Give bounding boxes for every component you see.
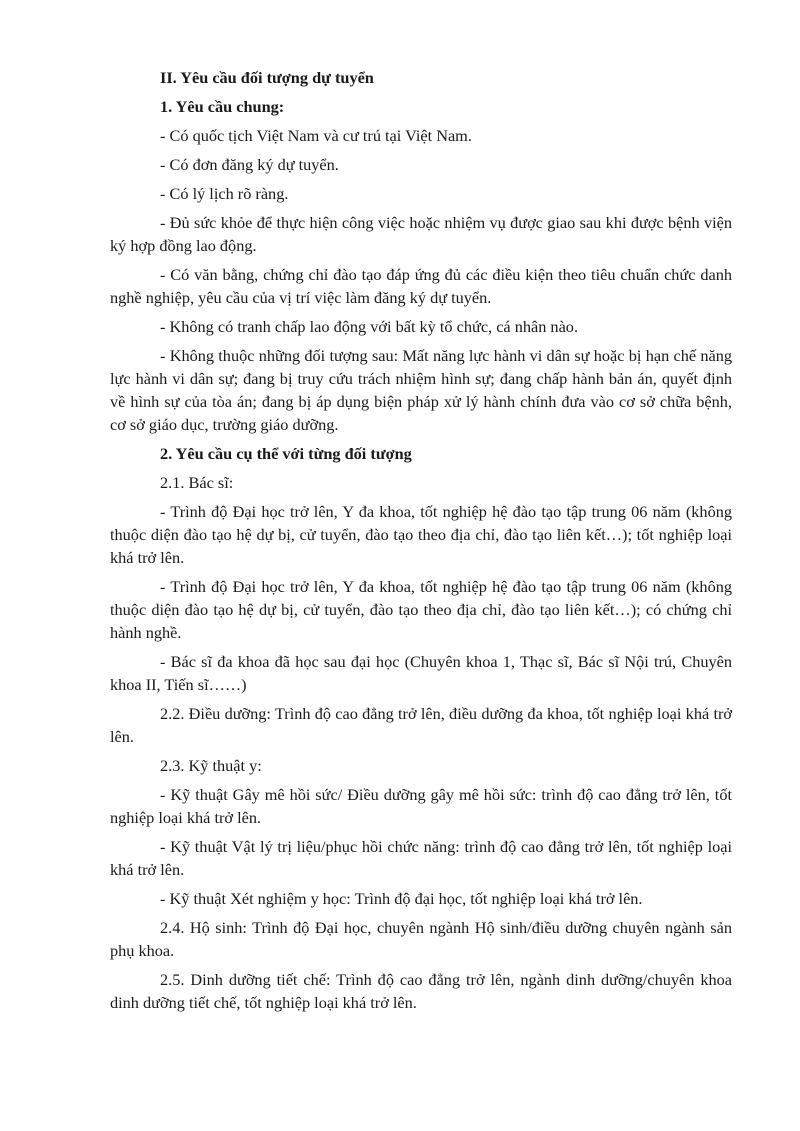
paragraph: - Không thuộc những đối tượng sau: Mất năng lực hành vi dân sự hoặc bị hạn chế năng lực hành vi dân sự; đang bị truy cứu trách nhiệm hình sự; đang chấp hành bản án, quyết định về hình sự của tòa án; đang bị áp dụng biện pháp xử lý hành chính đưa vào cơ sở chữa bệnh, cơ sở giáo dục, trường giáo dưỡng. [110,346,732,434]
paragraph: 2.2. Điều dưỡng: Trình độ cao đẳng trở lên, điều dưỡng đa khoa, tốt nghiệp loại khá trở lên. [110,704,732,746]
subsection-heading: 2. Yêu cầu cụ thể với từng đối tượng [160,444,412,463]
paragraph: - Bác sĩ đa khoa đã học sau đại học (Chuyên khoa 1, Thạc sĩ, Bác sĩ Nội trú, Chuyên khoa II, Tiến sĩ……) [110,652,732,694]
paragraph: - Có quốc tịch Việt Nam và cư trú tại Việt Nam. [160,126,472,145]
paragraph: 2.5. Dinh dưỡng tiết chế: Trình độ cao đẳng trở lên, ngành dinh dưỡng/chuyên khoa dinh dưỡng tiết chế, tốt nghiệp loại khá trở lên. [110,970,732,1012]
paragraph: - Trình độ Đại học trở lên, Y đa khoa, tốt nghiệp hệ đào tạo tập trung 06 năm (không thuộc diện đào tạo hệ dự bị, cử tuyển, đào tạo theo địa chỉ, đào tạo liên kết…); tốt nghiệp loại khá trở lên. [110,502,732,567]
paragraph: - Trình độ Đại học trở lên, Y đa khoa, tốt nghiệp hệ đào tạo tập trung 06 năm (không thuộc diện đào tạo hệ dự bị, cử tuyển, đào tạo theo địa chỉ, đào tạo liên kết…); có chứng chỉ hành nghề. [110,577,732,642]
paragraph: 2.4. Hộ sinh: Trình độ Đại học, chuyên ngành Hộ sinh/điều dưỡng chuyên ngành sản phụ khoa. [110,918,732,960]
paragraph: - Đủ sức khỏe để thực hiện công việc hoặc nhiệm vụ được giao sau khi được bệnh viện ký hợp đồng lao động. [110,213,732,255]
paragraph: - Kỹ thuật Vật lý trị liệu/phục hồi chức năng: trình độ cao đẳng trở lên, tốt nghiệp loại khá trở lên. [110,837,732,879]
paragraph: 2.1. Bác sĩ: [160,473,234,492]
section-heading: II. Yêu cầu đối tượng dự tuyển [160,68,374,87]
paragraph: - Có lý lịch rõ ràng. [160,184,289,203]
paragraph: - Có văn bằng, chứng chỉ đào tạo đáp ứng đủ các điều kiện theo tiêu chuẩn chức danh nghề nghiệp, yêu cầu của vị trí việc làm đăng ký dự tuyển. [110,265,732,307]
paragraph: - Không có tranh chấp lao động với bất kỳ tổ chức, cá nhân nào. [160,317,579,336]
subsection-heading: 1. Yêu cầu chung: [160,97,285,116]
document-body [110,66,732,1020]
paragraph: - Kỹ thuật Xét nghiệm y học: Trình độ đại học, tốt nghiệp loại khá trở lên. [160,889,643,908]
paragraph: 2.3. Kỹ thuật y: [160,756,262,775]
paragraph: - Kỹ thuật Gây mê hồi sức/ Điều dưỡng gây mê hồi sức: trình độ cao đẳng trở lên, tốt nghiệp loại khá trở lên. [110,785,732,827]
paragraph: - Có đơn đăng ký dự tuyển. [160,155,339,174]
